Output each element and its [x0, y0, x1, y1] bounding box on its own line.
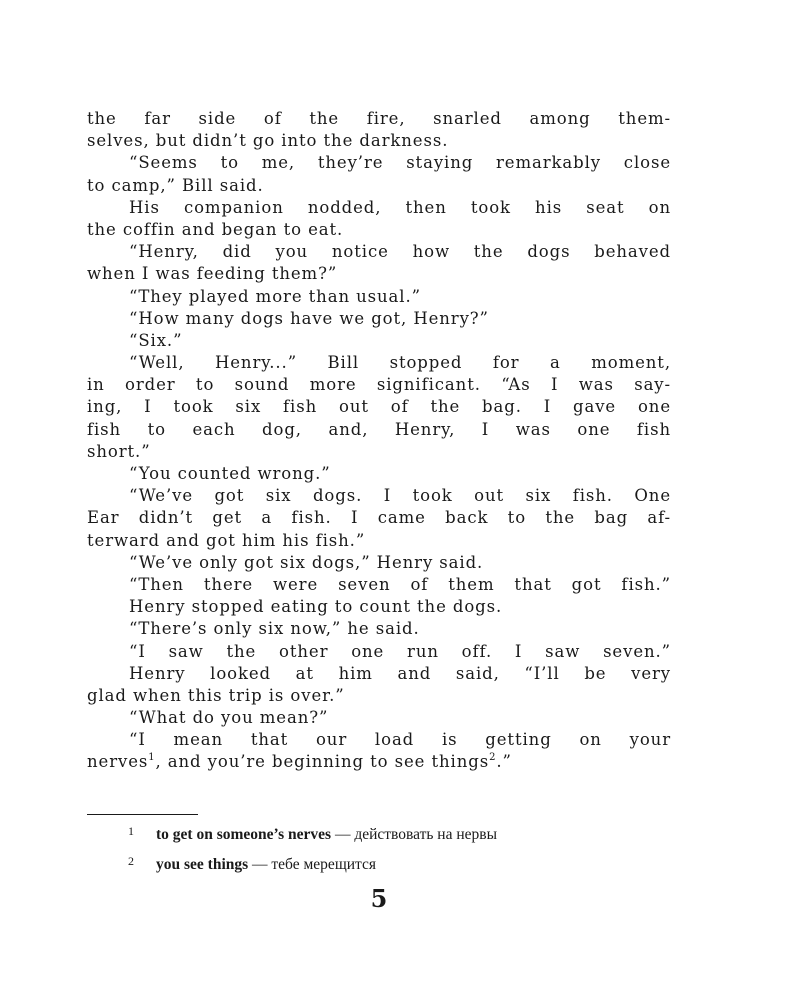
- text-line: the far side of the fire, snarled among them-: [87, 109, 671, 128]
- text-line: “Six.”: [129, 330, 183, 350]
- text-line: Henry looked at him and said, “I’ll be very: [129, 663, 671, 683]
- footnote-translation: — тебе мерещится: [248, 856, 377, 873]
- text-line: “Well, Henry...” Bill stopped for a moment,: [129, 353, 671, 373]
- final-text-part: nerves: [87, 752, 149, 772]
- text-line: “We’ve only got six dogs,” Henry said.: [129, 552, 484, 572]
- text-line: fish to each dog, and, Henry, I was one fish: [87, 419, 671, 439]
- footnote-number: 1: [128, 824, 134, 838]
- text-line: “I saw the other one run off. I saw seven.”: [129, 641, 671, 661]
- page-number: 5: [370, 884, 388, 913]
- text-line: in order to sound more significant. “As I was say-: [87, 375, 671, 395]
- text-line: “I mean that our load is getting on your: [129, 730, 671, 750]
- body-text: [87, 108, 671, 774]
- text-line: “You counted wrong.”: [129, 464, 331, 483]
- text-line: selves, but didn’t go into the darkness.: [87, 131, 449, 151]
- text-line: “How many dogs have we got, Henry?”: [129, 308, 489, 328]
- footnote-ref-2[interactable]: 2: [489, 752, 497, 764]
- footnote-ref-1[interactable]: 1: [148, 752, 156, 764]
- text-line: glad when this trip is over.”: [87, 685, 345, 705]
- text-line: “There’s only six now,” he said.: [129, 619, 420, 639]
- text-line: the coffin and began to eat.: [87, 219, 344, 239]
- text-line-final: [87, 751, 671, 773]
- text-line: “Henry, did you notice how the dogs behaved: [129, 242, 671, 262]
- footnote-term: you see things: [156, 856, 249, 873]
- text-line: Henry stopped eating to count the dogs.: [129, 597, 503, 617]
- footnote-1: [128, 818, 497, 848]
- text-line: Ear didn’t get a fish. I came back to the bag af-: [87, 508, 671, 528]
- footnote-divider: [87, 814, 198, 815]
- text-line: to camp,” Bill said.: [87, 175, 264, 195]
- footnote-number: 2: [128, 854, 134, 868]
- footnote-translation: — действовать на нервы: [331, 826, 498, 843]
- text-line: ing, I took six fish out of the bag. I gave one: [87, 397, 671, 417]
- text-line: “Seems to me, they’re staying remarkably close: [129, 153, 671, 173]
- text-line: “What do you mean?”: [129, 708, 329, 728]
- text-line: short.”: [87, 441, 151, 461]
- final-text-part: , and you’re beginning to see things: [155, 752, 490, 772]
- text-line: His companion nodded, then took his seat on: [129, 197, 671, 217]
- text-line: “They played more than usual.”: [129, 286, 421, 306]
- footnotes: [128, 818, 497, 878]
- footnote-term: to get on someone’s nerves: [156, 826, 332, 843]
- final-text-part: .”: [496, 752, 512, 772]
- footnote-2: [128, 848, 497, 878]
- text-line: terward and got him his fish.”: [87, 530, 366, 550]
- text-line: “We’ve got six dogs. I took out six fish. One: [129, 486, 671, 506]
- text-line: “Then there were seven of them that got fish.”: [129, 574, 671, 594]
- text-line: when I was feeding them?”: [87, 264, 338, 284]
